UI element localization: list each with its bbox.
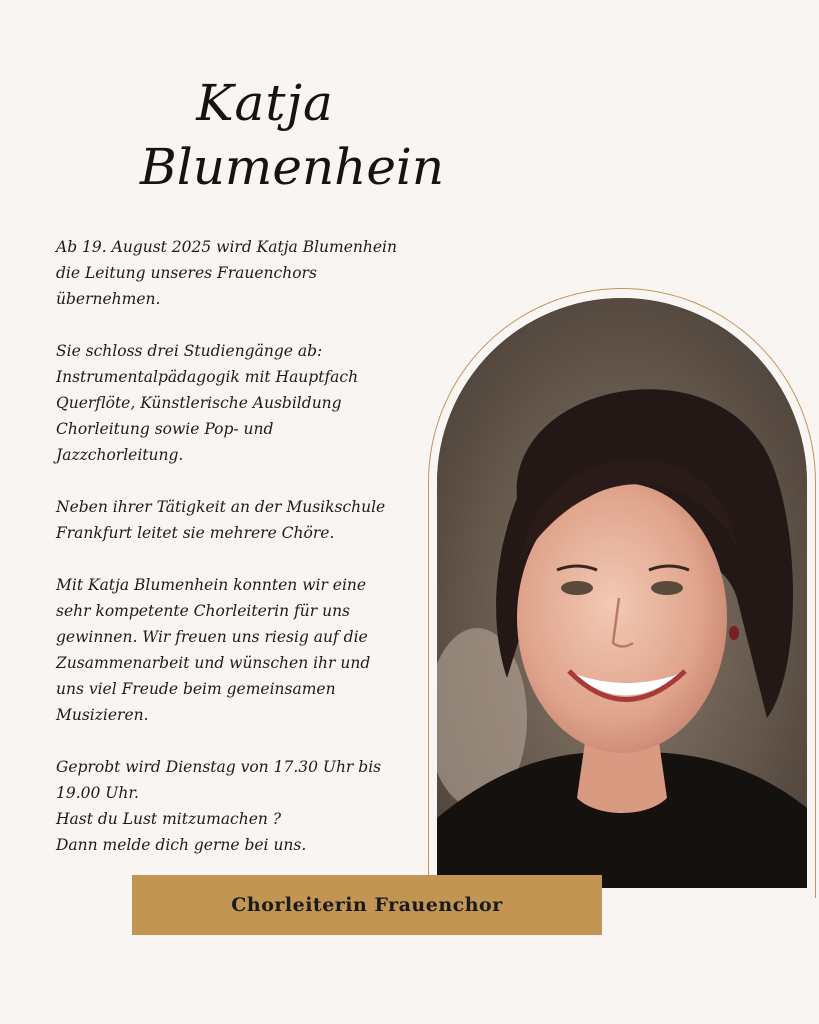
- paragraph-intro: Ab 19. August 2025 wird Katja Blumenhein die Leitung unseres Frauenchors übernehmen.: [56, 238, 397, 308]
- portrait-illustration: [437, 298, 807, 888]
- last-name: Blumenhein: [140, 138, 445, 196]
- description-text: [56, 234, 426, 858]
- first-name: Katja: [196, 74, 334, 132]
- role-label: Chorleiterin Frauenchor: [231, 894, 503, 916]
- name-heading: [120, 74, 445, 196]
- paragraph-welcome: Mit Katja Blumenhein konnten wir eine sehr kompetente Chorleiterin für uns gewinnen. Wir freuen uns riesig auf die Zusammenarbeit und wünschen ihr und uns viel Freude beim gemeinsamen Musizieren.: [56, 576, 371, 724]
- paragraph-activity: Neben ihrer Tätigkeit an der Musikschule Frankfurt leitet sie mehrere Chöre.: [56, 498, 386, 542]
- role-banner: [132, 875, 602, 935]
- paragraph-rehearsal: Geprobt wird Dienstag von 17.30 Uhr bis 19.00 Uhr. Hast du Lust mitzumachen ? Dann melde dich gerne bei uns.: [56, 758, 382, 854]
- paragraph-education: Sie schloss drei Studiengänge ab: Instrumentalpädagogik mit Hauptfach Querflöte, Künstlerische Ausbildung Chorleitung sowie Pop- und Jazzchorleitung.: [56, 342, 359, 464]
- portrait-photo: [437, 298, 807, 888]
